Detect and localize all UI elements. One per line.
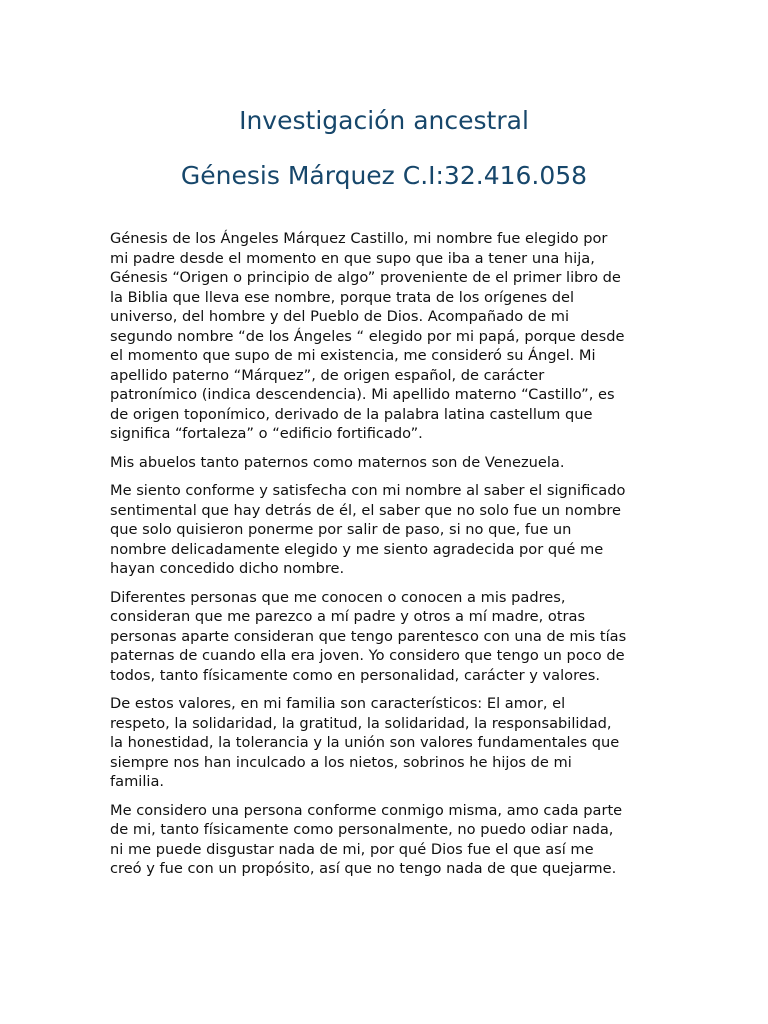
document-body [110,229,665,888]
document-title: Investigación ancestral [239,106,529,135]
paragraph-name-satisfaction: Me siento conforme y satisfecha con mi nombre al saber el significado sentimental que hay detrás de él, el saber que no solo fue un nombre que solo quisieron ponerme por salir de paso, si no que, fue un nombre delicadamente elegido y me siento agradecida por qué me hayan concedido dicho nombre. [110,482,626,577]
document-subtitle: Génesis Márquez C.I:32.416.058 [180,161,588,190]
paragraph-name-origin: Génesis de los Ángeles Márquez Castillo, mi nombre fue elegido por mi padre desde el momento en que supo que iba a tener una hija, Génesis “Origen o principio de algo” proveniente de el primer libro de la Biblia que lleva ese nombre, porque trata de los orígenes del universo, del hombre y del Pueblo de Dios. Acompañado de mi segundo nombre “de los Ángeles “ elegido por mi papá, porque desde el momento que supo de mi existencia, me consideró su Ángel. Mi apellido paterno “Márquez”, de origen español, de carácter patronímico (indica descendencia). Mi apellido materno “Castillo”, es de origen toponímico, derivado de la palabra latina castellum que significa “fortaleza” o “edificio fortificado”. [110,230,625,442]
paragraph-self-acceptance: Me considero una persona conforme conmigo misma, amo cada parte de mi, tanto físicamente como personalmente, no puedo odiar nada, ni me puede disgustar nada de mi, por qué Dios fue el que así me creó y fue con un propósito, así que no tengo nada de que quejarme. [110,801,623,877]
paragraph-resemblance: Diferentes personas que me conocen o conocen a mis padres, consideran que me parezco a mí padre y otros a mí madre, otras personas aparte consideran que tengo parentesco con una de mis tías paternas de cuando ella era joven. Yo considero que tengo un poco de todos, tanto físicamente como en personalidad, carácter y valores. [110,588,627,684]
paragraph-family-values: De estos valores, en mi familia son característicos: El amor, el respeto, la solidaridad, la gratitud, la solidaridad, la responsabilidad, la honestidad, la tolerancia y la unión son valores fundamentales que siempre nos han inculcado a los nietos, sobrinos he hijos de mi familia. [110,695,620,790]
paragraph-grandparents: Mis abuelos tanto paternos como maternos son de Venezuela. [110,453,565,471]
